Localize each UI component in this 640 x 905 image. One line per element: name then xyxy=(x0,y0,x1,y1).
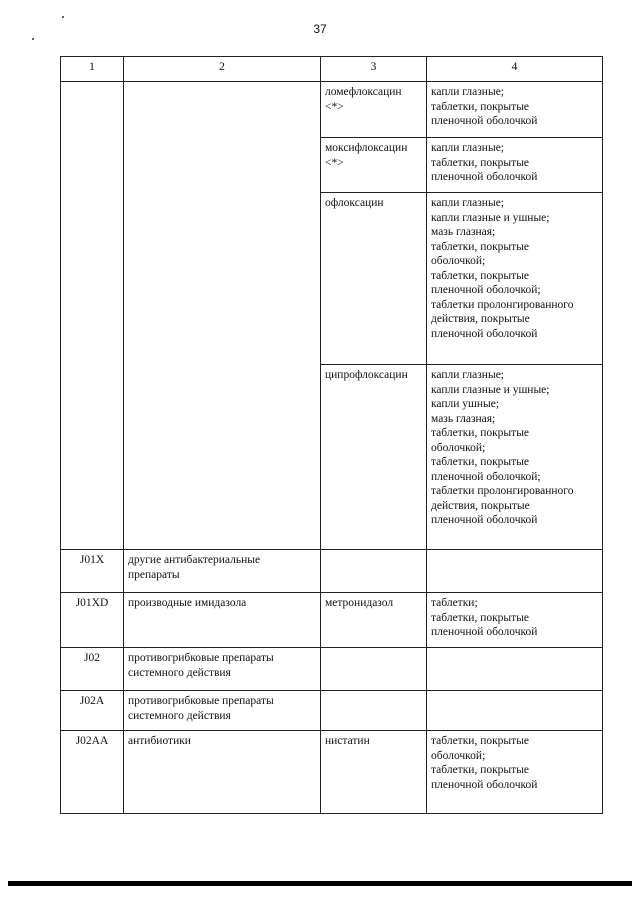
forms-cell-line: таблетки; xyxy=(431,597,478,609)
forms-cell-line: капли глазные и ушные; xyxy=(431,383,550,396)
forms-cell-line: пленочной оболочкой xyxy=(431,327,538,340)
forms-cell xyxy=(427,648,603,691)
forms-cell-line: таблетки, покрытые xyxy=(431,456,530,468)
forms-cell-line: капли глазные; xyxy=(431,197,504,209)
group-cell xyxy=(124,691,321,731)
forms-cell-line: таблетки, покрытые xyxy=(431,611,530,624)
group-cell-line: антибиотики xyxy=(128,735,191,747)
forms-cell-line: таблетки, покрытые xyxy=(431,156,530,169)
table-row xyxy=(61,593,603,648)
forms-cell xyxy=(427,731,603,814)
drug-cell-line: ломефлоксацин xyxy=(325,86,402,98)
code-cell: J02 xyxy=(61,648,124,691)
drug-cell-line: метронидазол xyxy=(325,597,394,609)
group-cell-line: другие антибактериальные xyxy=(128,554,261,566)
header-cell-forms: 4 xyxy=(427,57,603,82)
group-cell-line: системного действия xyxy=(128,709,231,722)
drug-cell xyxy=(321,193,427,365)
forms-cell-line: оболочкой; xyxy=(431,255,486,267)
scan-speck xyxy=(32,38,34,40)
group-cell-line: препараты xyxy=(128,568,180,581)
drug-cell xyxy=(321,82,427,138)
group-cell-line: производные имидазола xyxy=(128,597,247,609)
code-cell xyxy=(61,82,124,550)
forms-cell-line: таблетки, покрытые xyxy=(431,240,530,253)
drug-cell-line: нистатин xyxy=(325,735,370,747)
forms-cell-line: пленочной оболочкой xyxy=(431,171,538,183)
table-row xyxy=(61,648,603,691)
forms-cell-line: таблетки, покрытые xyxy=(431,735,530,747)
header-cell-code: 1 xyxy=(61,57,124,82)
drug-table xyxy=(60,56,603,814)
forms-cell-line: таблетки пролонгированного xyxy=(431,485,574,497)
group-cell-line: противогрибковые препараты xyxy=(128,652,274,664)
forms-cell-line: капли ушные; xyxy=(431,398,500,410)
header-cell-drug: 3 xyxy=(321,57,427,82)
forms-cell-line: мазь глазная; xyxy=(431,226,496,238)
drug-cell-line: <*> xyxy=(325,156,344,169)
forms-cell-line: капли глазные; xyxy=(431,86,504,98)
forms-cell-line: пленочной оболочкой xyxy=(431,778,538,791)
code-cell: J01XD xyxy=(61,593,124,648)
group-cell xyxy=(124,731,321,814)
forms-cell-line: таблетки, покрытые xyxy=(431,269,530,282)
forms-cell xyxy=(427,691,603,731)
forms-cell-line: оболочкой; xyxy=(431,749,486,762)
forms-cell-line: действия, покрытые xyxy=(431,313,530,325)
drug-cell-line: ципрофлоксацин xyxy=(325,369,408,381)
drug-cell xyxy=(321,550,427,593)
drug-cell xyxy=(321,648,427,691)
forms-cell-line: пленочной оболочкой xyxy=(431,514,538,526)
forms-cell-line: таблетки, покрытые xyxy=(431,427,530,439)
drug-cell xyxy=(321,138,427,193)
footer-rule xyxy=(8,881,632,886)
page-number: 37 xyxy=(313,22,327,36)
group-cell xyxy=(124,82,321,550)
table-row xyxy=(61,82,603,138)
drug-cell-line: офлоксацин xyxy=(325,197,384,209)
forms-cell-line: таблетки, покрытые xyxy=(431,764,530,776)
drug-cell-line: <*> xyxy=(325,100,344,113)
table-row xyxy=(61,550,603,593)
code-cell: J02AA xyxy=(61,731,124,814)
forms-cell-line: пленочной оболочкой xyxy=(431,626,538,638)
forms-cell xyxy=(427,82,603,138)
forms-cell-line: пленочной оболочкой; xyxy=(431,284,541,296)
forms-cell-line: капли глазные; xyxy=(431,142,504,154)
table-row xyxy=(61,691,603,731)
forms-cell-line: мазь глазная; xyxy=(431,412,496,425)
group-cell xyxy=(124,550,321,593)
group-cell-line: противогрибковые препараты xyxy=(128,695,274,707)
code-cell: J02A xyxy=(61,691,124,731)
drug-cell xyxy=(321,691,427,731)
drug-cell-line: моксифлоксацин xyxy=(325,142,408,154)
code-cell: J01X xyxy=(61,550,124,593)
forms-cell xyxy=(427,193,603,365)
header-cell-group: 2 xyxy=(124,57,321,82)
forms-cell-line: пленочной оболочкой xyxy=(431,115,538,127)
group-cell-line: системного действия xyxy=(128,666,231,679)
drug-cell xyxy=(321,365,427,550)
forms-cell-line: пленочной оболочкой; xyxy=(431,470,541,483)
forms-cell-line: таблетки, покрытые xyxy=(431,100,530,113)
scan-speck xyxy=(62,16,64,18)
table-row xyxy=(61,731,603,814)
forms-cell xyxy=(427,138,603,193)
forms-cell xyxy=(427,550,603,593)
group-cell xyxy=(124,648,321,691)
forms-cell-line: капли глазные; xyxy=(431,369,504,381)
drug-cell xyxy=(321,731,427,814)
forms-cell xyxy=(427,593,603,648)
forms-cell-line: действия, покрытые xyxy=(431,499,530,512)
forms-cell-line: таблетки пролонгированного xyxy=(431,298,574,311)
forms-cell xyxy=(427,365,603,550)
header-row xyxy=(61,57,603,82)
forms-cell-line: капли глазные и ушные; xyxy=(431,211,550,224)
forms-cell-line: оболочкой; xyxy=(431,441,486,454)
group-cell xyxy=(124,593,321,648)
drug-cell xyxy=(321,593,427,648)
